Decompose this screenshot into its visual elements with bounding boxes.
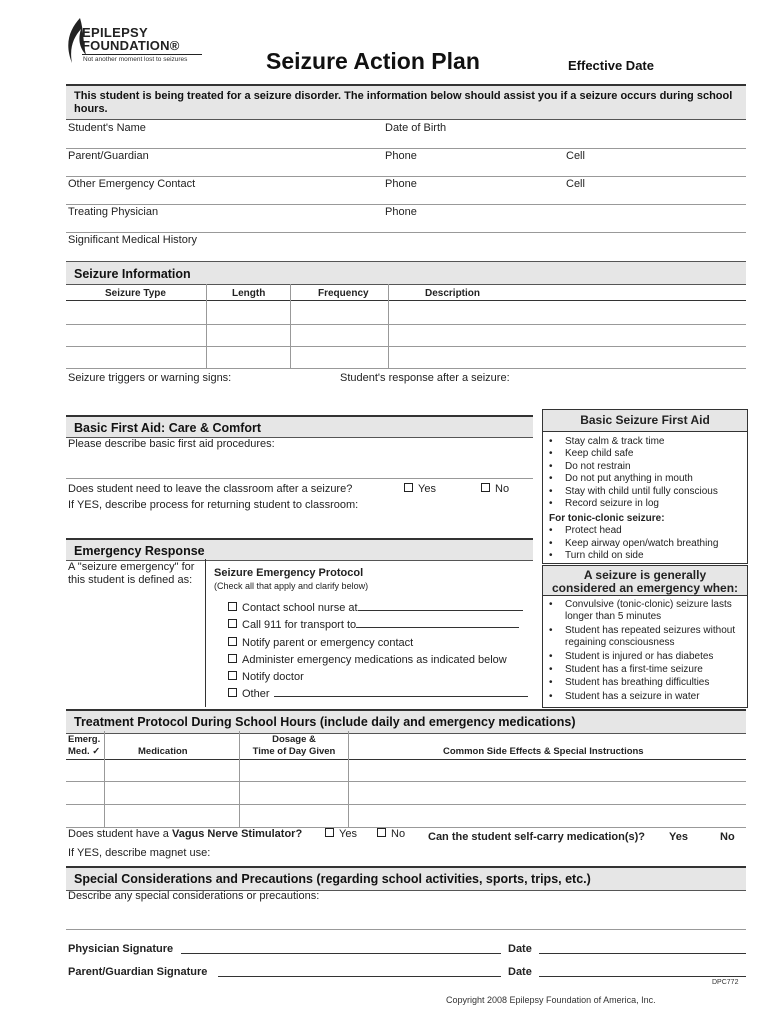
protocol-note: (Check all that apply and clarify below): [214, 581, 369, 591]
table-line: [66, 781, 746, 782]
emergency-title: Emergency Response: [74, 544, 205, 558]
col-dosage-line: Time of Day Given: [252, 746, 336, 757]
list-item: • Student has a seizure in water: [565, 691, 747, 703]
field-line: [66, 204, 746, 205]
table-line: [66, 324, 746, 325]
checkbox[interactable]: [404, 483, 413, 492]
effective-date-label: Effective Date: [568, 58, 654, 73]
cell-label: Cell: [566, 150, 585, 162]
col-emerg-line: Emerg.: [68, 734, 101, 745]
logo-tagline: Not another moment lost to seizures: [83, 56, 188, 63]
list-item: • Protect head: [565, 525, 747, 537]
checkbox[interactable]: [228, 654, 237, 663]
seizure-info-title: Seizure Information: [74, 267, 191, 281]
table-divider: [206, 284, 207, 368]
field-line: [66, 929, 746, 930]
emergency-when-header: [543, 566, 747, 596]
special-header: [66, 866, 746, 891]
list-item: • Do not restrain: [565, 461, 747, 473]
treatment-header: [66, 709, 746, 734]
vns-bold: Vagus Nerve Stimulator?: [171, 828, 303, 840]
table-divider: [239, 731, 240, 827]
list-item: • Student has a first-time seizure: [565, 664, 747, 676]
first-aid-title: Basic First Aid: Care & Comfort: [74, 421, 262, 435]
col-frequency: Frequency: [318, 288, 369, 299]
checkbox[interactable]: [481, 483, 490, 492]
protocol-other[interactable]: [228, 688, 528, 700]
special-title: Special Considerations and Precautions (regarding school activities, sports, trips, etc.): [74, 872, 591, 886]
list-item: • Stay with child until fully conscious: [565, 486, 747, 498]
table-line: [66, 804, 746, 805]
fill-line[interactable]: [356, 627, 519, 628]
col-effects: Common Side Effects & Special Instructions: [443, 746, 644, 757]
col-emerg-line: Med. ✓: [68, 746, 101, 757]
protocol-label: Other: [242, 688, 270, 700]
magnet-label: If YES, describe magnet use:: [68, 847, 211, 859]
col-seizure-type: Seizure Type: [105, 288, 166, 299]
protocol-label: Call 911 for transport to: [242, 619, 357, 631]
protocol-label: Notify doctor: [242, 671, 304, 683]
phone-label: Phone: [385, 206, 417, 218]
basic-box-header: [543, 410, 747, 432]
list-item: • Student has repeated seizures without regaining consciousness: [565, 625, 747, 650]
date-label: Date: [508, 966, 532, 978]
physician-signature-label: Physician Signature: [68, 943, 174, 955]
physician-label: Treating Physician: [68, 206, 159, 218]
yes-label: Yes: [339, 828, 357, 840]
tonic-list: [543, 525, 747, 562]
list-item: • Record seizure in log: [565, 498, 747, 510]
list-item: • Convulsive (tonic-clonic) seizure lasts longer than 5 minutes: [565, 599, 747, 624]
fill-line[interactable]: [274, 696, 528, 697]
table-line: [66, 300, 746, 301]
logo-line1: EPILEPSY: [82, 25, 148, 40]
protocol-notify-doctor[interactable]: [228, 671, 304, 683]
table-divider: [388, 284, 389, 368]
basic-box-title: Basic Seizure First Aid: [580, 413, 710, 427]
col-description: Description: [425, 288, 481, 299]
checkbox[interactable]: [228, 688, 237, 697]
history-label: Significant Medical History: [68, 234, 197, 246]
vns-question: [68, 828, 302, 840]
emergency-defined: [68, 561, 194, 587]
protocol-label: Contact school nurse at: [242, 602, 358, 614]
list-item: • Student is injured or has diabetes: [565, 651, 747, 663]
emergency-when-list: [543, 599, 747, 703]
table-divider: [290, 284, 291, 368]
treatment-title: Treatment Protocol During School Hours (include daily and emergency medications): [74, 715, 576, 729]
emergency-when-title: A seizure is generally: [583, 568, 707, 582]
vns-prefix: Does student have a: [68, 828, 172, 840]
yes-label: Yes: [418, 483, 436, 495]
parent-signature-line[interactable]: [218, 965, 501, 977]
protocol-nurse[interactable]: [228, 602, 523, 614]
checkbox[interactable]: [228, 637, 237, 646]
tonic-title: For tonic-clonic seizure:: [549, 513, 665, 525]
leave-yes-option[interactable]: [404, 483, 436, 495]
form-code: DPC772: [712, 979, 739, 986]
self-carry-yes[interactable]: Yes: [669, 831, 688, 843]
physician-signature-line[interactable]: [181, 942, 501, 954]
checkbox[interactable]: [325, 828, 334, 837]
self-carry-no[interactable]: No: [720, 831, 735, 843]
list-item: • Student has breathing difficulties: [565, 677, 747, 689]
phone-label: Phone: [385, 150, 417, 162]
col-emerg: [68, 734, 100, 758]
list-item: • Do not put anything in mouth: [565, 473, 747, 485]
intro-text: This student is being treated for a seizure disorder. The information below should assist you if a seizure occurs during school hours.: [74, 90, 733, 115]
copyright: Copyright 2008 Epilepsy Foundation of America, Inc.: [446, 995, 656, 1005]
defined-line: A "seizure emergency" for: [68, 561, 195, 573]
list-item: • Keep airway open/watch breathing: [565, 538, 747, 550]
logo: [66, 17, 216, 75]
date-line[interactable]: [539, 942, 746, 954]
date-line[interactable]: [539, 965, 746, 977]
dob-label: Date of Birth: [385, 122, 447, 134]
triggers-label: Seizure triggers or warning signs:: [68, 372, 232, 384]
date-label: Date: [508, 943, 532, 955]
no-label: No: [495, 483, 510, 495]
basic-first-aid-box: [542, 409, 748, 564]
col-dosage-line: Dosage &: [272, 734, 316, 745]
list-item: • Stay calm & track time: [565, 436, 747, 448]
vns-no-option[interactable]: [377, 828, 405, 840]
emergency-header: [66, 538, 533, 561]
special-describe: Describe any special considerations or precautions:: [68, 890, 320, 902]
protocol-title: Seizure Emergency Protocol: [214, 567, 364, 579]
protocol-administer[interactable]: [228, 654, 507, 666]
parent-signature-label: Parent/Guardian Signature: [68, 966, 208, 978]
self-carry-question: Can the student self-carry medication(s)?: [428, 831, 645, 843]
first-aid-header: [66, 415, 533, 438]
parent-label: Parent/Guardian: [68, 150, 149, 162]
table-divider: [348, 731, 349, 827]
leave-no-option[interactable]: [481, 483, 509, 495]
if-yes-return: If YES, describe process for returning student to classroom:: [68, 499, 359, 511]
no-label: No: [391, 828, 406, 840]
fill-line[interactable]: [358, 610, 523, 611]
page-title: Seizure Action Plan: [266, 48, 480, 74]
vns-yes-option[interactable]: [325, 828, 357, 840]
student-name-label: Student's Name: [68, 122, 146, 134]
seizure-info-header: [66, 261, 746, 285]
protocol-911[interactable]: [228, 619, 519, 631]
response-label: Student's response after a seizure:: [340, 372, 510, 384]
table-line: [66, 346, 746, 347]
list-item: • Keep child safe: [565, 448, 747, 460]
other-contact-label: Other Emergency Contact: [68, 178, 196, 190]
emergency-divider: [205, 559, 206, 707]
table-divider: [104, 731, 105, 827]
field-line: [66, 176, 746, 177]
cell-label: Cell: [566, 178, 585, 190]
emergency-when-title: considered an emergency when:: [551, 581, 739, 595]
phone-label: Phone: [385, 178, 417, 190]
basic-box-list: [543, 436, 747, 510]
field-line: [66, 478, 533, 479]
protocol-label: Notify parent or emergency contact: [242, 637, 414, 649]
defined-line: this student is defined as:: [68, 574, 193, 586]
checkbox[interactable]: [228, 619, 237, 628]
emergency-when-box: [542, 565, 748, 708]
checkbox[interactable]: [377, 828, 386, 837]
table-line: [66, 368, 746, 369]
checkbox[interactable]: [228, 671, 237, 680]
checkbox[interactable]: [228, 602, 237, 611]
leave-question: Does student need to leave the classroom after a seizure?: [68, 483, 353, 495]
field-line: [66, 148, 746, 149]
logo-line2: FOUNDATION®: [82, 38, 180, 53]
first-aid-describe: Please describe basic first aid procedures:: [68, 438, 275, 450]
table-line: [66, 759, 746, 760]
col-length: Length: [232, 288, 266, 299]
field-line: [66, 232, 746, 233]
protocol-label: Administer emergency medications as indicated below: [242, 654, 507, 666]
list-item: • Turn child on side: [565, 550, 747, 562]
protocol-notify-parent[interactable]: [228, 637, 413, 649]
logo-rule: [82, 54, 202, 55]
col-dosage: [240, 734, 348, 758]
col-medication: Medication: [138, 746, 188, 757]
